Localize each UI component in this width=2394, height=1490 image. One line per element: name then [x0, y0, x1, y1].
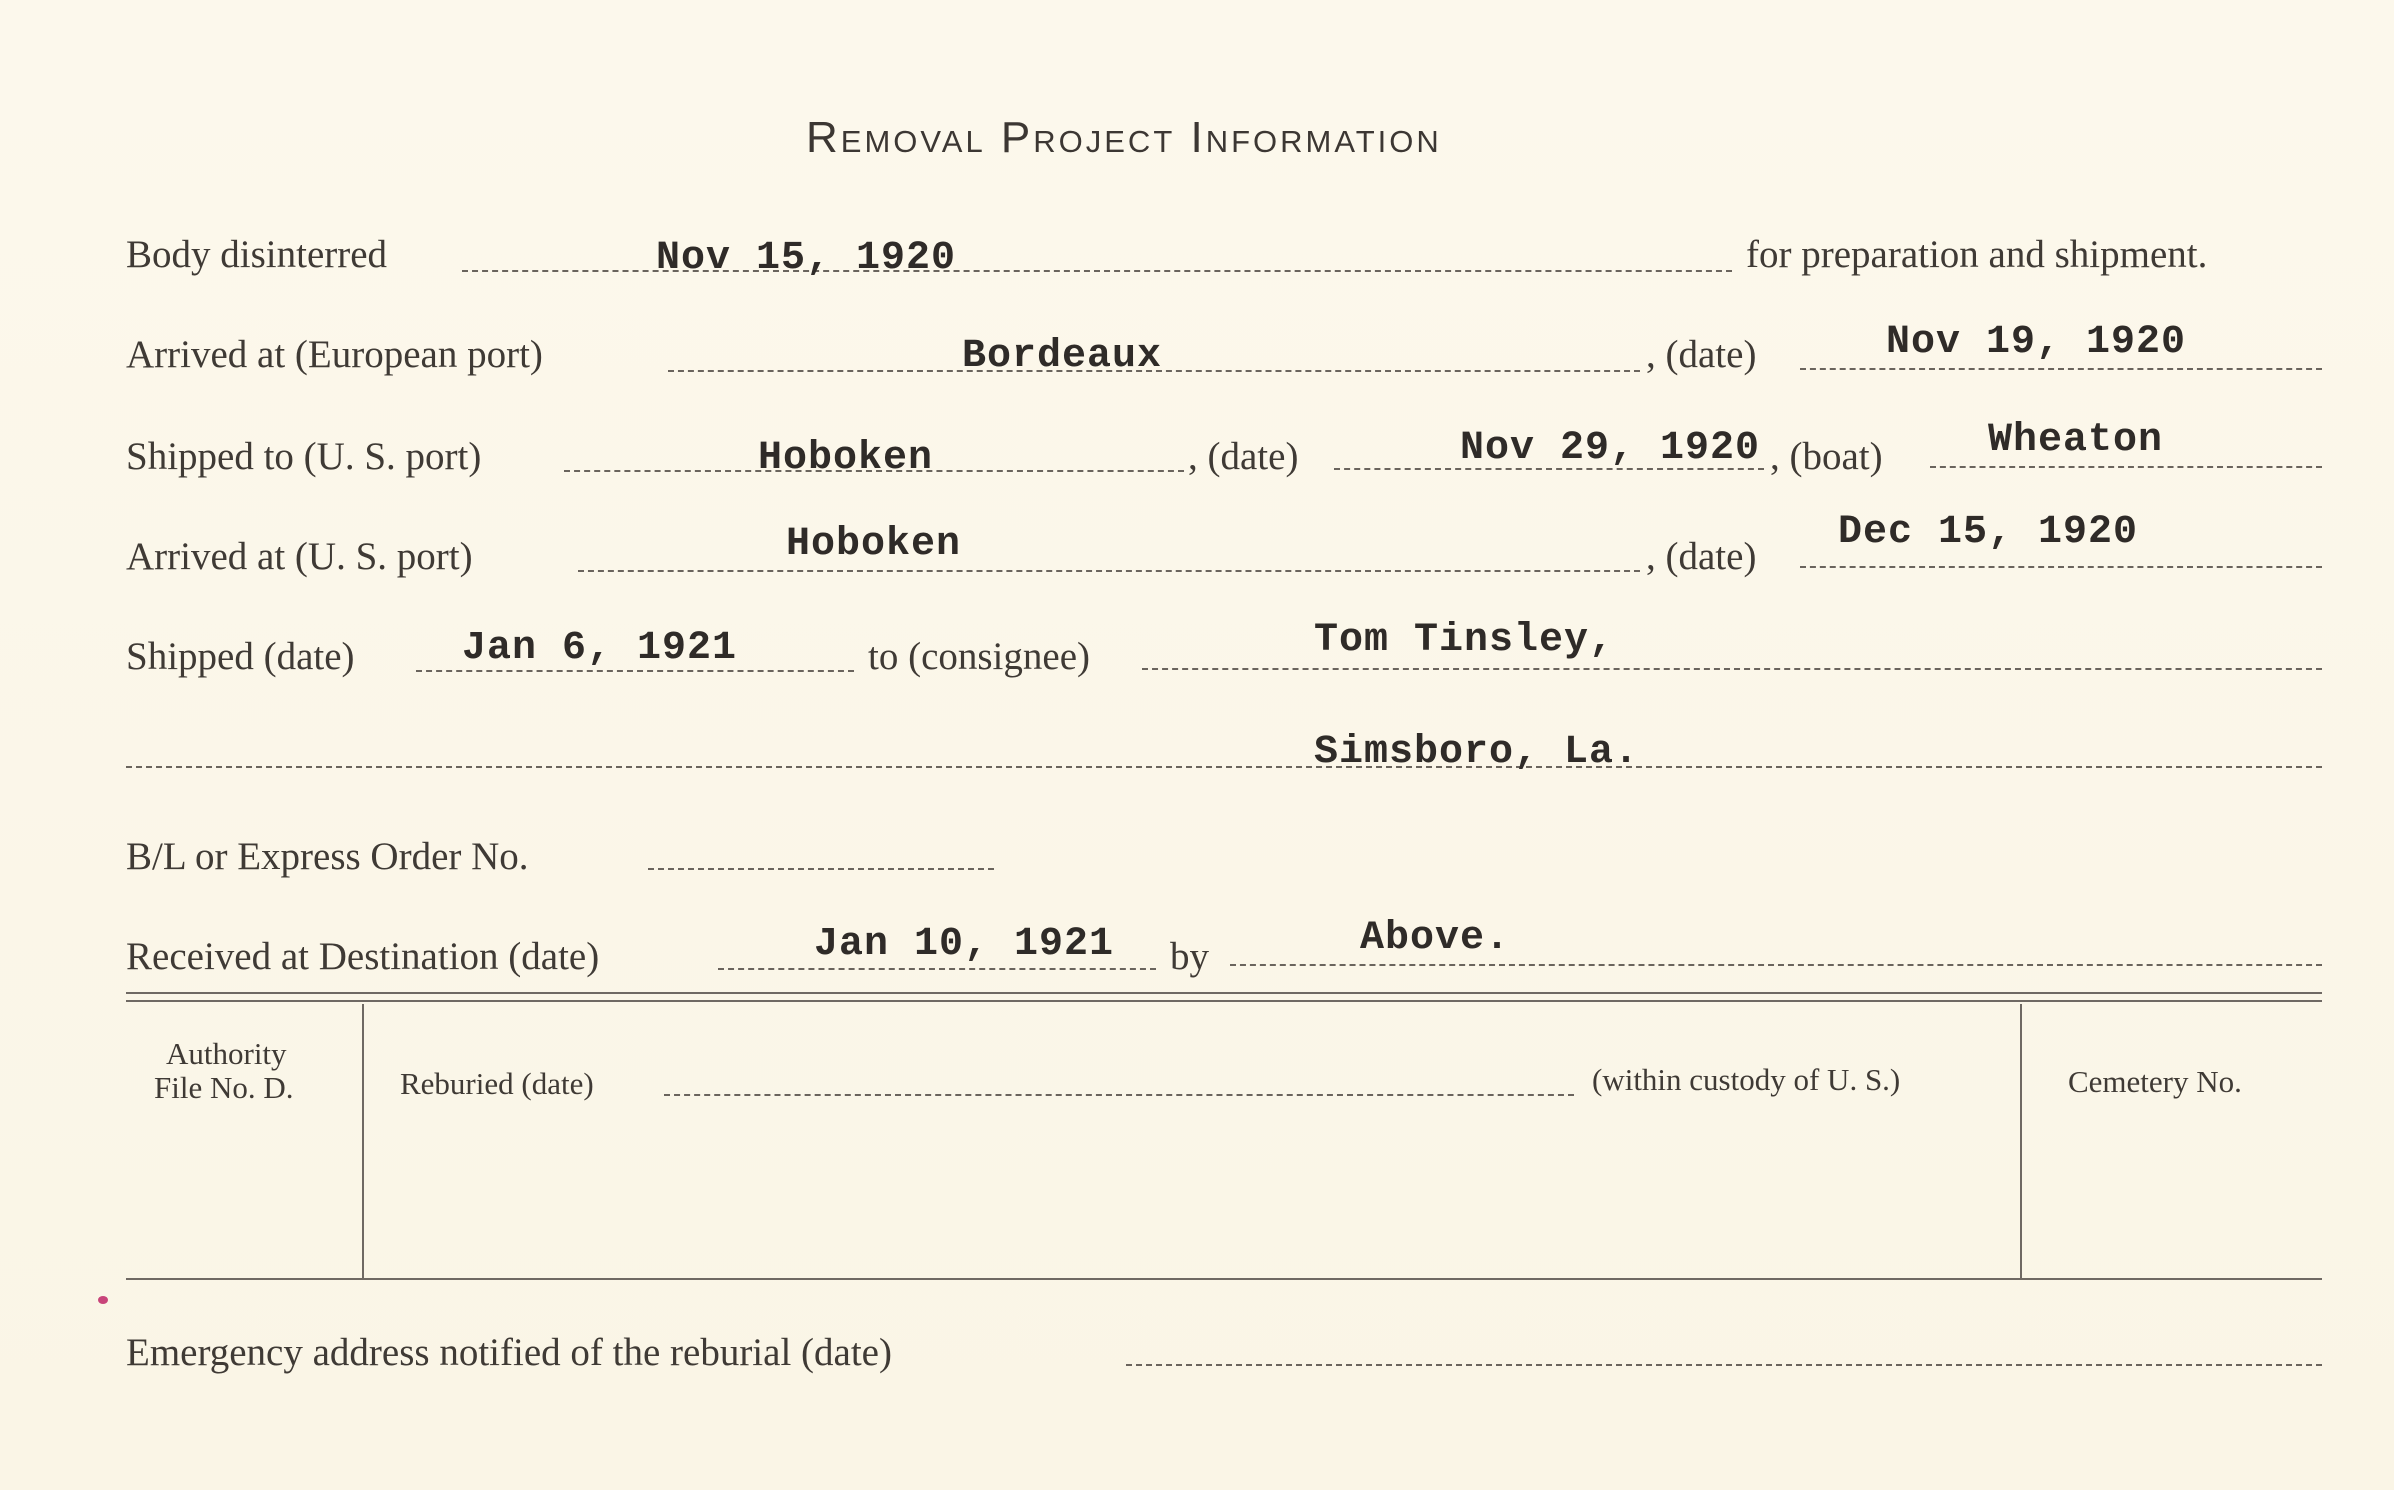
box-divider-left	[362, 1004, 364, 1278]
arrived-us-date-line	[1800, 566, 2322, 568]
shipped-date: Jan 6, 1921	[462, 626, 738, 671]
arrived-eu-port: Bordeaux	[962, 334, 1163, 379]
arrived-us-port-line	[578, 570, 1640, 572]
received-date: Jan 10, 1921	[814, 922, 1115, 967]
received-by-line	[1230, 964, 2322, 966]
box-bottom-rule	[126, 1278, 2322, 1280]
ink-spot	[98, 1296, 108, 1304]
arrived-us-port: Hoboken	[786, 522, 962, 567]
page-title: Removal Project Information	[806, 113, 1442, 162]
shipped-us-date: Nov 29, 1920	[1460, 426, 1761, 471]
custody-label: (within custody of U. S.)	[1592, 1062, 1901, 1097]
arrived-us-date-label: , (date)	[1646, 535, 1757, 578]
box-divider-right	[2020, 1004, 2022, 1278]
disinterred-date: Nov 15, 1920	[656, 236, 957, 281]
shipped-us-date-label: , (date)	[1188, 435, 1299, 478]
consignee-name: Tom Tinsley,	[1314, 618, 1615, 663]
consignee-label: to (consignee)	[868, 635, 1091, 678]
arrived-eu-date-label: , (date)	[1646, 333, 1757, 376]
emergency-label: Emergency address notified of the reburial (date)	[126, 1331, 892, 1374]
shipped-us-port: Hoboken	[758, 436, 934, 481]
shipped-us-label: Shipped to (U. S. port)	[126, 435, 482, 478]
bl-label: B/L or Express Order No.	[126, 835, 529, 878]
shipped-label: Shipped (date)	[126, 635, 355, 678]
received-label: Received at Destination (date)	[126, 935, 600, 978]
received-by-label: by	[1170, 935, 1209, 978]
consignee-address: Simsboro, La.	[1314, 730, 1640, 775]
received-date-line	[718, 968, 1156, 970]
arrived-us-date: Dec 15, 1920	[1838, 510, 2139, 555]
arrived-us-label: Arrived at (U. S. port)	[126, 535, 473, 578]
consignee-line	[1142, 668, 2322, 670]
cemetery-label: Cemetery No.	[2068, 1064, 2242, 1099]
disinterred-suffix: for preparation and shipment.	[1746, 233, 2208, 276]
bl-line	[648, 868, 994, 870]
arrived-eu-date-line	[1800, 368, 2322, 370]
reburied-line	[664, 1094, 1574, 1096]
emergency-line	[1126, 1364, 2322, 1366]
box-top-rule-inner	[126, 1000, 2322, 1002]
shipped-us-boat: Wheaton	[1988, 418, 2164, 463]
arrived-eu-label: Arrived at (European port)	[126, 333, 543, 376]
reburied-label: Reburied (date)	[400, 1066, 594, 1101]
disinterred-line	[462, 270, 1732, 272]
authority-label-2: File No. D.	[154, 1070, 294, 1105]
authority-label-1: Authority	[166, 1036, 287, 1071]
shipped-us-boat-label: , (boat)	[1770, 435, 1883, 478]
address-line	[126, 766, 2322, 768]
shipped-us-boat-line	[1930, 466, 2322, 468]
arrived-eu-date: Nov 19, 1920	[1886, 320, 2187, 365]
disinterred-label: Body disinterred	[126, 233, 388, 276]
received-by: Above.	[1360, 916, 1511, 961]
box-top-rule	[126, 992, 2322, 994]
